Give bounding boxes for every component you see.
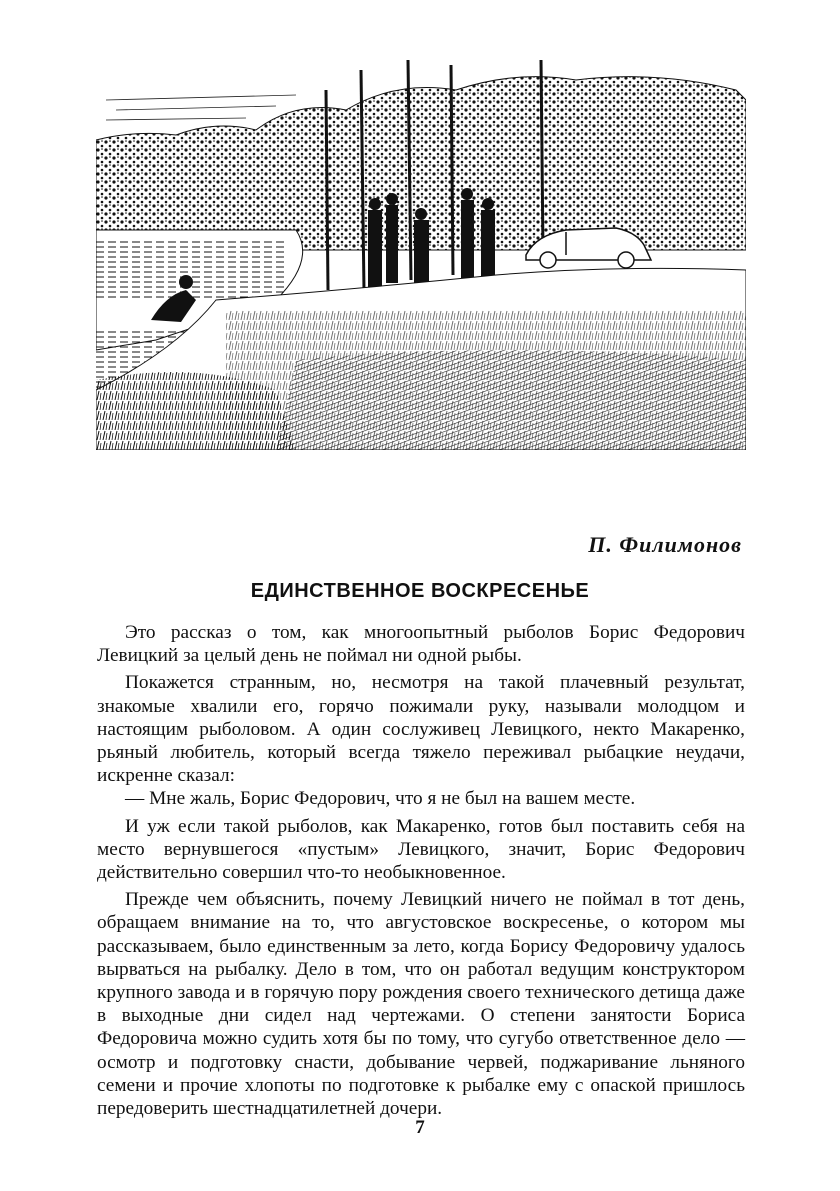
lakeside-illustration <box>96 60 746 450</box>
paragraph: — Мне жаль, Борис Федорович, что я не был на вашем месте. <box>125 788 636 810</box>
page-number: 7 <box>415 1117 425 1138</box>
paragraph: Покажется странным, но, несмотря на такой плачевный результат, знакомые хвалили его, горячо пожимали руку, называли молодцом и настоящим рыболовом. А один сослуживец Левицкого, некто Макаренко, рьяный любитель, который всегда тяжело переживал рыбацкие неудачи, искренне сказал: <box>97 672 745 787</box>
author-name: П. Филимонов <box>588 532 742 557</box>
paragraph: И уж если такой рыболов, как Макаренко, готов был поставить себя на место вернувшегося «пустым» Левицкого, значит, Борис Федорович действительно совершил что-то необыкновенное. <box>97 815 745 884</box>
paragraph: Это рассказ о том, как многоопытный рыболов Борис Федорович Левицкий за целый день не поймал ни одной рыбы. <box>97 622 745 667</box>
paragraph: Прежде чем объяснить, почему Левицкий ничего не поймал в тот день, обращаем внимание на то, что августовское воскресенье, о котором мы рассказываем, было единственным за лето, когда Борису Федоровичу удалось вырваться на рыбалку. Дело в том, что он работал ведущим конструктором крупного завода и в горячую пору рождения своего технического детища даже в выходные дни сидел над чертежами. О степени занятости Бориса Федоровича можно судить хотя бы по тому, что сугубо ответственное дело — осмотр и подготовку снасти, добывание червей, поджаривание льняного семени и прочие хлопоты по подготовке к рыбалке ему с опаской пришлось передоверить шестнадцатилетней дочери. <box>97 889 745 1120</box>
story-title: ЕДИНСТВЕННОЕ ВОСКРЕСЕНЬЕ <box>250 580 590 602</box>
story-body <box>97 621 745 1124</box>
